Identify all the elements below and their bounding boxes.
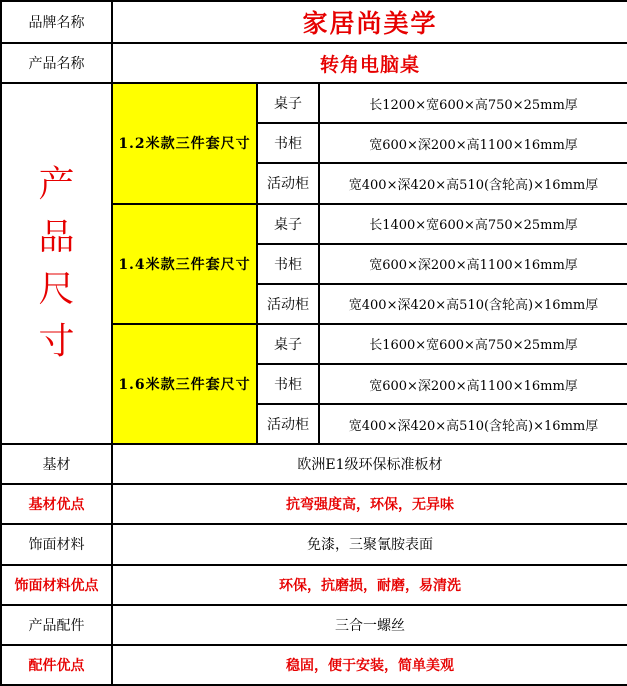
item-dimensions: 宽600×深200×高1100×16mm厚 — [319, 123, 627, 163]
item-dimensions: 长1600×宽600×高750×25mm厚 — [319, 324, 627, 364]
attribute-label: 配件优点 — [1, 645, 112, 685]
set-name-1-2m: 1.2米款三件套尺寸 — [112, 83, 257, 203]
attribute-value: 环保，抗磨损，耐磨，易清洗 — [112, 565, 627, 605]
product-name-value: 转角电脑桌 — [112, 43, 627, 83]
attribute-row — [1, 524, 627, 564]
item-dimensions: 宽400×深420×高510(含轮高)×16mm厚 — [319, 163, 627, 203]
size-row — [1, 83, 627, 123]
attribute-value: 免漆，三聚氰胺表面 — [112, 524, 627, 564]
set-name-1-6m: 1.6米款三件套尺寸 — [112, 324, 257, 444]
brand-label: 品牌名称 — [1, 1, 112, 43]
attribute-label: 饰面材料 — [1, 524, 112, 564]
attribute-label: 基材 — [1, 444, 112, 484]
item-name: 桌子 — [257, 204, 319, 244]
item-dimensions: 宽600×深200×高1100×16mm厚 — [319, 364, 627, 404]
attribute-value: 欧洲E1级环保标准板材 — [112, 444, 627, 484]
product-name-row — [1, 43, 627, 83]
item-name: 桌子 — [257, 324, 319, 364]
item-dimensions: 宽400×深420×高510(含轮高)×16mm厚 — [319, 284, 627, 324]
item-dimensions: 宽600×深200×高1100×16mm厚 — [319, 244, 627, 284]
attribute-row — [1, 645, 627, 685]
product-name-label: 产品名称 — [1, 43, 112, 83]
attribute-row — [1, 444, 627, 484]
brand-row — [1, 1, 627, 43]
attribute-value: 抗弯强度高，环保，无异味 — [112, 484, 627, 524]
attribute-row — [1, 605, 627, 645]
item-name: 活动柜 — [257, 163, 319, 203]
item-name: 书柜 — [257, 244, 319, 284]
attribute-label: 基材优点 — [1, 484, 112, 524]
attribute-row — [1, 484, 627, 524]
attribute-value: 稳固，便于安装，简单美观 — [112, 645, 627, 685]
size-label-char: 品 — [38, 216, 75, 258]
item-name: 书柜 — [257, 364, 319, 404]
item-dimensions: 长1200×宽600×高750×25mm厚 — [319, 83, 627, 123]
set-name-1-4m: 1.4米款三件套尺寸 — [112, 204, 257, 324]
brand-value: 家居尚美学 — [112, 1, 627, 43]
size-label-char: 尺 — [38, 268, 75, 310]
size-label-char: 产 — [38, 164, 75, 206]
item-name: 书柜 — [257, 123, 319, 163]
attribute-value: 三合一螺丝 — [112, 605, 627, 645]
attribute-row — [1, 565, 627, 605]
item-name: 活动柜 — [257, 404, 319, 444]
item-name: 活动柜 — [257, 284, 319, 324]
item-dimensions: 宽400×深420×高510(含轮高)×16mm厚 — [319, 404, 627, 444]
item-dimensions: 长1400×宽600×高750×25mm厚 — [319, 204, 627, 244]
attribute-label: 产品配件 — [1, 605, 112, 645]
size-label-char: 寸 — [38, 320, 75, 362]
item-name: 桌子 — [257, 83, 319, 123]
product-size-label — [1, 83, 112, 444]
attribute-label: 饰面材料优点 — [1, 565, 112, 605]
